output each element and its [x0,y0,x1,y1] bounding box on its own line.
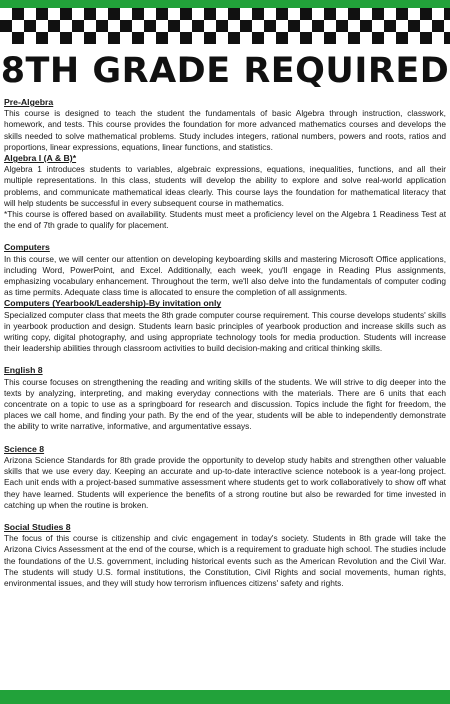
course-description: In this course, we will center our attention on developing keyboarding skills and mastering Microsoft Office applications, including Word, PowerPoint, and Excel. Additionally, each week, you'll engage in Reading Plus assignments, emphasizing vocabulary enhancement. Throughout the term, we'll also delve into the fundamentals of computer coding as time permits. Adequate class time is allocated to ensure the completion of all assignments. [4,253,446,298]
course-title: Social Studies 8 [4,521,71,532]
course-description: This course is designed to teach the student the fundamentals of basic Algebra through instruction, classwork, homework, and tests. This course provides the foundation for more advanced mathematics courses and develops the skills needed to solve mathematical problems. Study includes integers, rational numbers, powers and roots, ratios and proportions, linear expressions, equations, linear functions, and statistics. [4,108,446,152]
course-description: Specialized computer class that meets the 8th grade computer course requirement. This course develops students' skills in yearbook production and design. Students learn basic principles of yearbook production and increase skills such as writing copy, digital photography, and using appropriate technology tools for media production. Students will increase their leadership abilities through classroom activities to build decision-making and critical thinking skills. [4,309,446,354]
course-list [4,97,446,589]
course-computers-yearbook [4,298,446,354]
course-note: *This course is offered based on availability. Students must meet a proficiency level on the Algebra 1 Readiness Test at the end of 7th grade to qualify for placement. [4,209,446,231]
course-science-8 [4,444,446,511]
bottom-green-band [0,690,450,704]
course-description: Algebra 1 introduces students to variables, algebraic expressions, equations, inequalities, functions, and all their multiple representations. In this class, students will develop the ability to explore and solve real-world application problems, and communicate mathematical ideas clearly. This course lays the foundation for mathematical literacy that will help students be successful in every subsequent course in mathematics. [4,164,446,208]
course-title: Algebra I (A & B)* [4,153,77,164]
course-description: This course focuses on strengthening the reading and writing skills of the students. We will strive to dig deeper into the texts by analyzing, interpreting, and making everyday connections with the materials. There are 6 units that each concentrate on a topic to use as a springboard for research and discussion. Topics include the fight for freedom, the places we call home, and finding your path. By the end of the year, students will be able to independently demonstrate the ability to write narrative, informative, and argumentative essays. [4,376,446,432]
course-description: Arizona Science Standards for 8th grade provide the opportunity to develop study habits and strengthen other valuable skills that we use every day. Keeping an accurate and up-to-date interactive science notebook is a year-long project. Each unit ends with a project-based summative assessment where students get to work collaboratively to show off what they have learned. Students will experience the benefits of a strong routine but also be rewarded for time invested in catching up when the routine is broken. [4,454,446,510]
course-title: Pre-Algebra [4,97,54,107]
course-title: Computers (Yearbook/Leadership)-By invitation only [4,298,222,309]
course-english-8 [4,365,446,432]
course-title: Computers [4,242,50,253]
course-computers [4,242,446,298]
checkered-banner [0,8,450,44]
course-description: The focus of this course is citizenship and civic engagement in today's society. Students in 8th grade will take the Arizona Civics Assessment at the end of the course, which is a requirement to graduate high school. The studies include the foundations of the U.S. government, including historical events such as the American Revolution and the Civil War. The students will study U.S. formal institutions, the Constitution, Civil Rights and social movements, human rights, environmental issues, and they will study how terrorism influences citizens' safety and rights. [4,533,446,588]
course-title: Science 8 [4,443,45,454]
course-social-studies-8 [4,522,446,589]
top-green-band [0,0,450,8]
page-title: 8TH GRADE REQUIRED [0,51,450,91]
course-pre-algebra [4,97,446,153]
course-title: English 8 [4,365,43,376]
course-algebra-1 [4,153,446,231]
